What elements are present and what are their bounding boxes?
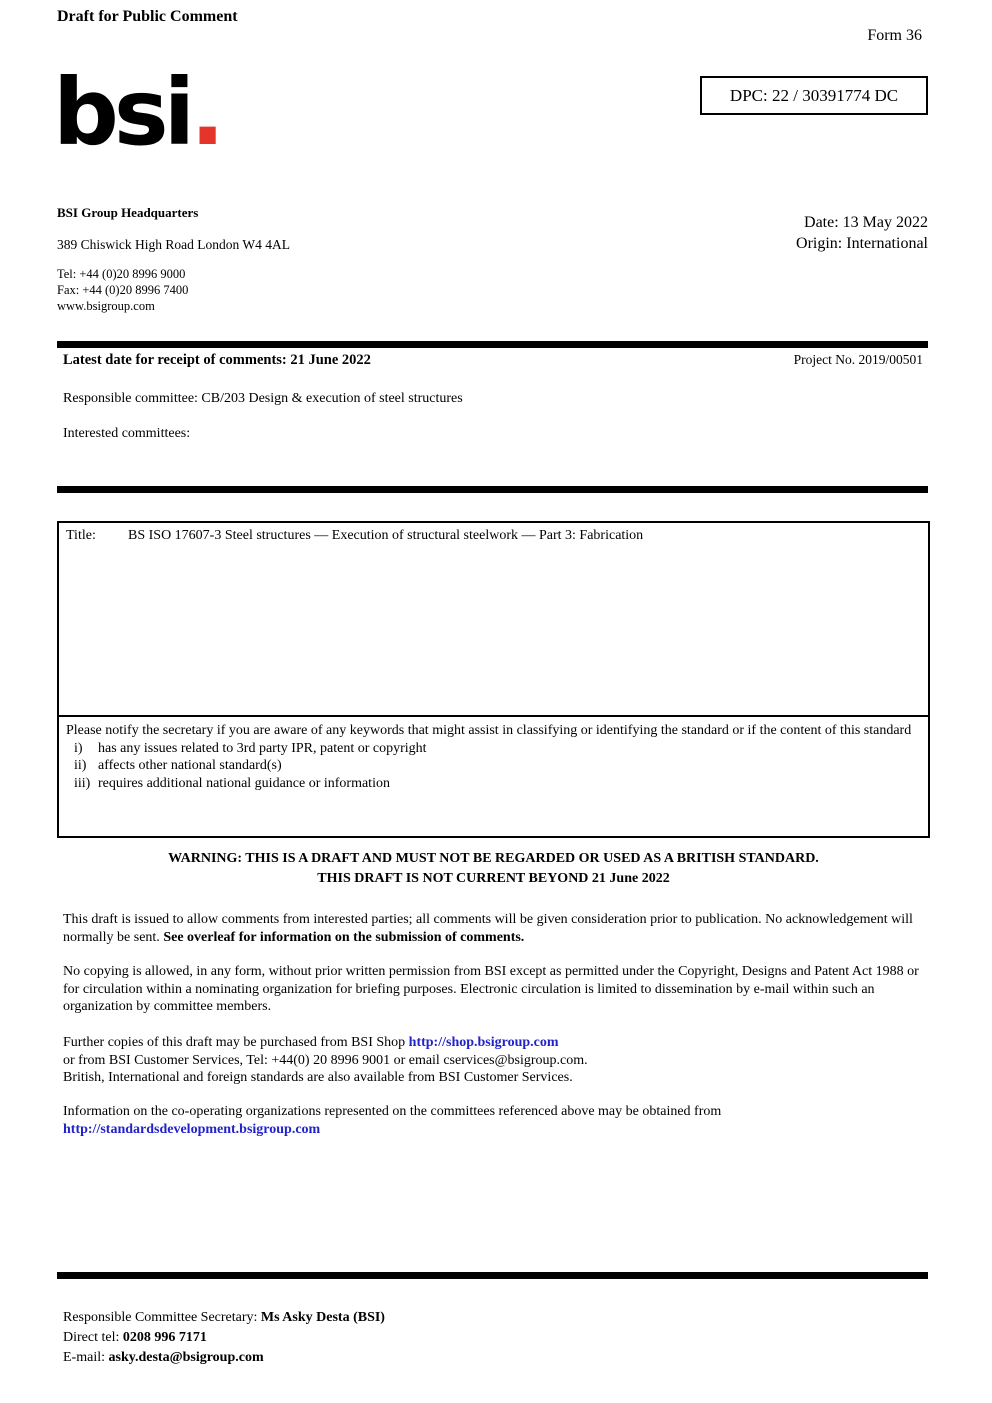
secretary-name: Ms Asky Desta (BSI) [260, 1310, 385, 1325]
secretary-line [63, 1308, 385, 1328]
email-value: asky.desta@bsigroup.com [108, 1350, 264, 1365]
bsi-address: 389 Chiswick High Road London W4 4AL [57, 237, 290, 252]
draft-warning-line1: WARNING: THIS IS A DRAFT AND MUST NOT BE REGARDED OR USED AS A BRITISH STANDARD. [168, 851, 819, 866]
date-line: Date: 13 May 2022 [804, 214, 928, 231]
direct-tel-line [63, 1328, 385, 1348]
purchase-line1 [63, 1034, 929, 1052]
form-number-label: Form 36 [867, 27, 922, 44]
bsi-logo-text: bsi [53, 59, 191, 166]
draft-warning-line2: THIS DRAFT IS NOT CURRENT BEYOND 21 June 2022 [317, 871, 670, 886]
draft-for-public-comment-label: Draft for Public Comment [57, 8, 238, 25]
project-number: Project No. 2019/00501 [793, 352, 923, 367]
dpc-number: DPC: 22 / 30391774 DC [729, 85, 899, 105]
keywords-item-1-text: has any issues related to 3rd party IPR, patent or copyright [98, 740, 427, 756]
purchase-line2: or from BSI Customer Services, Tel: +44(0) 20 8996 9001 or email cservices@bsigroup.com. [63, 1052, 588, 1068]
responsible-committee-line: Responsible committee: CB/203 Design & execution of steel structures [63, 391, 463, 406]
purchase-paragraph [63, 1034, 929, 1087]
keywords-item-3-marker: iii) [74, 775, 91, 791]
direct-tel-value: 0208 996 7171 [122, 1330, 207, 1345]
comments-deadline-row [63, 352, 923, 369]
keywords-notice-box [57, 715, 930, 838]
email-line [63, 1348, 385, 1368]
keywords-item-2-marker: ii) [74, 758, 87, 773]
purchase-line1-text: Further copies of this draft may be purchased from BSI Shop [63, 1035, 409, 1050]
date-origin-block [620, 212, 928, 254]
bsi-headquarters-title: BSI Group Headquarters [57, 205, 199, 220]
keywords-item-3 [70, 775, 921, 793]
keywords-item-2-text: affects other national standard(s) [98, 758, 282, 773]
contact-block [57, 266, 188, 314]
comments-paragraph-text: This draft is issued to allow comments from interested parties; all comments will be given consideration prior to publication. No acknowledgement will normally be sent. [63, 912, 913, 945]
title-label: Title: [66, 528, 96, 543]
latest-date-label: Latest date for receipt of comments: 21 June 2022 [63, 352, 371, 368]
bsi-logo [53, 60, 225, 166]
cooperating-orgs-text: Information on the co-operating organizations represented on the committees referenced above may be obtained from [63, 1104, 722, 1119]
draft-warning [57, 849, 930, 889]
tel-line: Tel: +44 (0)20 8996 9000 [57, 267, 186, 281]
purchase-line3: British, International and foreign standards are also available from BSI Customer Services. [63, 1070, 573, 1085]
keywords-item-3-text: requires additional national guidance or information [98, 775, 390, 791]
keywords-item-1-marker: i) [74, 740, 83, 756]
direct-tel-label: Direct tel: [63, 1330, 123, 1345]
standards-development-link[interactable]: http://standardsdevelopment.bsigroup.com [63, 1121, 321, 1137]
overleaf-note: See overleaf for information on the submission of comments. [163, 929, 525, 945]
bsi-shop-link[interactable]: http://shop.bsigroup.com [408, 1035, 559, 1050]
title-box [57, 521, 930, 717]
fax-line: Fax: +44 (0)20 8996 7400 [57, 283, 189, 297]
copyright-paragraph: No copying is allowed, in any form, without prior written permission from BSI except as permitted under the Copyright, Designs and Patent Act 1988 or for circulation within a nominating organization for briefing purposes. Electronic circulation is limited to dissemination by e-mail within such an organization by committee members. [63, 964, 919, 1014]
secretary-label: Responsible Committee Secretary: [63, 1310, 261, 1325]
standard-title: BS ISO 17607-3 Steel structures — Execution of structural steelwork — Part 3: Fabrication [128, 528, 644, 543]
cooperating-orgs-paragraph [63, 1103, 929, 1138]
dpc-number-box [700, 76, 928, 115]
keywords-item-1 [70, 740, 921, 758]
comments-paragraph [63, 911, 929, 946]
divider-bar-bottom [57, 1272, 928, 1279]
secretary-footer [63, 1308, 385, 1368]
interested-committees-line: Interested committees: [63, 426, 191, 441]
keywords-item-2 [70, 757, 921, 775]
bsi-logo-red-dot: . [190, 59, 226, 166]
origin-line: Origin: International [796, 235, 928, 252]
email-label: E-mail: [63, 1350, 109, 1365]
keywords-intro: Please notify the secretary if you are aware of any keywords that might assist in classifying or identifying the standard or if the content of this standard [66, 723, 912, 738]
divider-bar-top [57, 341, 928, 348]
website-line: www.bsigroup.com [57, 299, 155, 313]
divider-bar-middle [57, 486, 928, 493]
